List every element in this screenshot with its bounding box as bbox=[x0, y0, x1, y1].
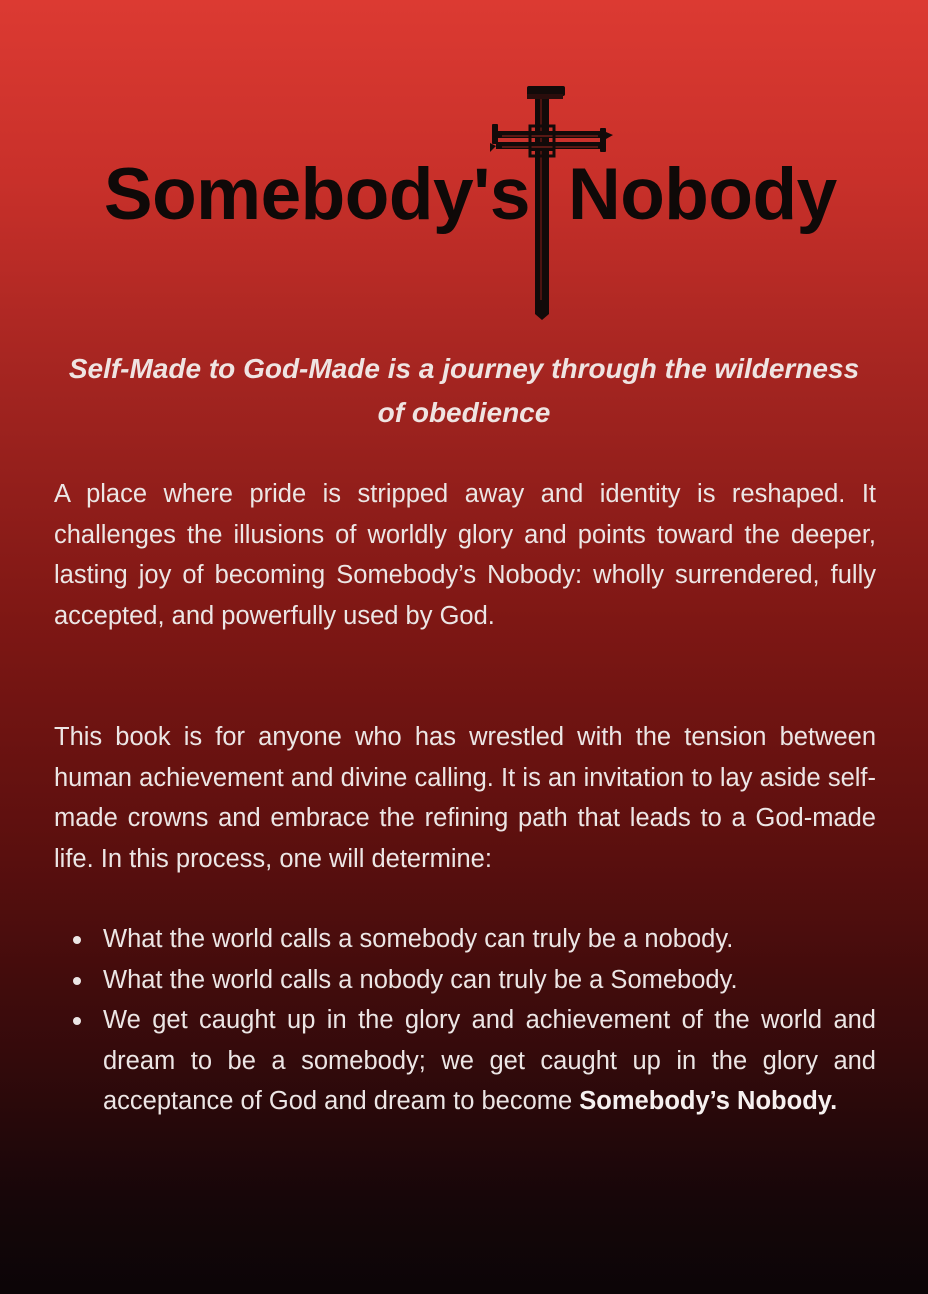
list-item-text: We get caught up in the glory and achievement of the world and dream to be a somebody; we get caught up in the glory and acceptance of God and dream to become bbox=[103, 1006, 876, 1115]
logo-word-nobody: Nobody bbox=[568, 154, 837, 235]
bullet-icon bbox=[73, 936, 81, 944]
tagline: Self-Made to God-Made is a journey through the wilderness of obedience bbox=[68, 353, 860, 428]
determination-list bbox=[54, 919, 876, 1122]
list-item bbox=[54, 919, 876, 960]
list-item-text: What the world calls a nobody can truly be a Somebody. bbox=[103, 965, 738, 994]
book-title-logo bbox=[0, 80, 928, 320]
description-paragraph-2: This book is for anyone who has wrestled with the tension between human achievement and divine calling. It is an invitation to lay aside self-made crowns and embrace the refining path that leads to a God-made life. In this process, one will determine: bbox=[54, 723, 876, 873]
bullet-icon bbox=[73, 1017, 81, 1025]
bullet-icon bbox=[73, 977, 81, 985]
list-item-bold-text: Somebody’s Nobody. bbox=[579, 1087, 838, 1115]
list-item bbox=[54, 1000, 876, 1122]
list-item-text: What the world calls a somebody can truly be a nobody. bbox=[103, 925, 734, 953]
logo-word-somebodys: Somebody's bbox=[103, 154, 530, 235]
list-item bbox=[54, 960, 876, 1001]
description-paragraph-1: A place where pride is stripped away and identity is reshaped. It challenges the illusions of worldly glory and points toward the deeper, lasting joy of becoming Somebody’s Nobody: wholly surrendered, fully accepted, and powerfully used by God. bbox=[54, 480, 876, 630]
